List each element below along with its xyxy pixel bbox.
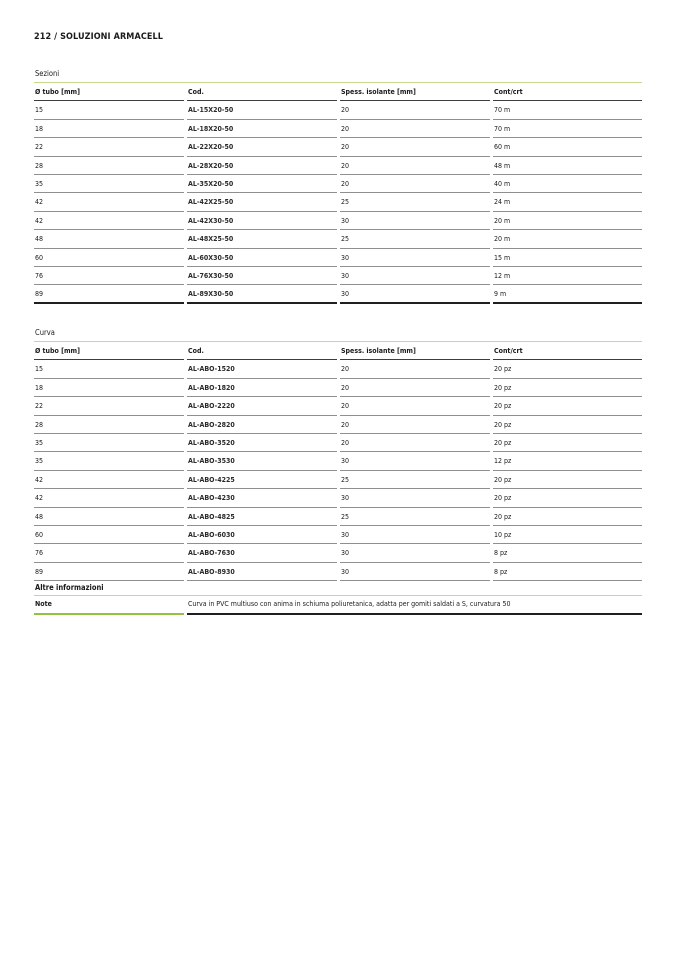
cell-code: AL-76X30-50 bbox=[187, 267, 337, 285]
cell-thickness: 25 bbox=[340, 471, 490, 489]
cell-qty: 60 m bbox=[493, 138, 642, 156]
cell-diameter: 42 bbox=[34, 489, 184, 507]
cell-diameter: 35 bbox=[34, 434, 184, 452]
table-row bbox=[34, 267, 642, 285]
page-header: 212 / SOLUZIONI ARMACELL bbox=[34, 32, 164, 42]
table-header-row bbox=[34, 342, 642, 360]
table-row bbox=[34, 416, 642, 434]
table-row bbox=[34, 138, 642, 156]
table-row bbox=[34, 471, 642, 489]
table-row bbox=[34, 434, 642, 452]
cell-diameter: 35 bbox=[34, 175, 184, 193]
cell-code: AL-15X20-50 bbox=[187, 101, 337, 119]
cell-code: AL-28X20-50 bbox=[187, 157, 337, 175]
cell-code: AL-22X20-50 bbox=[187, 138, 337, 156]
cell-qty: 20 m bbox=[493, 212, 642, 230]
cell-thickness: 30 bbox=[340, 285, 490, 303]
cell-code: AL-ABO-3520 bbox=[187, 434, 337, 452]
column-header-code: Cod. bbox=[187, 83, 337, 101]
sezioni-title: Sezioni bbox=[35, 69, 60, 78]
cell-code: AL-ABO-2220 bbox=[187, 397, 337, 415]
cell-diameter: 76 bbox=[34, 544, 184, 562]
table-row bbox=[34, 120, 642, 138]
table-row bbox=[34, 157, 642, 175]
cell-diameter: 60 bbox=[34, 249, 184, 267]
cell-thickness: 30 bbox=[340, 544, 490, 562]
cell-thickness: 20 bbox=[340, 397, 490, 415]
cell-code: AL-ABO-3530 bbox=[187, 452, 337, 470]
cell-code: AL-42X30-50 bbox=[187, 212, 337, 230]
cell-qty: 40 m bbox=[493, 175, 642, 193]
curva-title: Curva bbox=[35, 328, 55, 337]
cell-code: AL-60X30-50 bbox=[187, 249, 337, 267]
cell-diameter: 28 bbox=[34, 157, 184, 175]
cell-qty: 20 pz bbox=[493, 434, 642, 452]
cell-qty: 8 pz bbox=[493, 563, 642, 581]
curva-table bbox=[34, 327, 642, 615]
cell-diameter: 15 bbox=[34, 360, 184, 378]
cell-code: AL-ABO-8930 bbox=[187, 563, 337, 581]
info-title: Altre informazioni bbox=[35, 583, 104, 593]
cell-thickness: 30 bbox=[340, 212, 490, 230]
cell-diameter: 89 bbox=[34, 285, 184, 303]
note-row bbox=[34, 596, 642, 615]
cell-qty: 20 pz bbox=[493, 360, 642, 378]
cell-thickness: 25 bbox=[340, 230, 490, 248]
cell-diameter: 48 bbox=[34, 230, 184, 248]
cell-code: AL-ABO-7630 bbox=[187, 544, 337, 562]
cell-diameter: 22 bbox=[34, 397, 184, 415]
table-row bbox=[34, 101, 642, 119]
cell-thickness: 25 bbox=[340, 193, 490, 211]
cell-thickness: 25 bbox=[340, 508, 490, 526]
cell-thickness: 20 bbox=[340, 434, 490, 452]
table-header-row bbox=[34, 83, 642, 101]
sezioni-table bbox=[34, 68, 642, 304]
table-row bbox=[34, 285, 642, 303]
cell-thickness: 30 bbox=[340, 452, 490, 470]
cell-code: AL-ABO-6030 bbox=[187, 526, 337, 544]
table-row bbox=[34, 508, 642, 526]
cell-thickness: 30 bbox=[340, 267, 490, 285]
cell-code: AL-48X25-50 bbox=[187, 230, 337, 248]
column-header-diameter: Ø tubo [mm] bbox=[34, 83, 184, 101]
cell-thickness: 20 bbox=[340, 138, 490, 156]
cell-qty: 20 pz bbox=[493, 416, 642, 434]
column-header-qty: Cont/crt bbox=[493, 342, 642, 360]
curva-rows bbox=[34, 360, 642, 581]
cell-thickness: 20 bbox=[340, 175, 490, 193]
cell-qty: 8 pz bbox=[493, 544, 642, 562]
note-text: Curva in PVC multiuso con anima in schiuma poliuretanica, adatta per gomiti saldati a S, curvatura 50 bbox=[187, 596, 642, 615]
table-row bbox=[34, 212, 642, 230]
cell-diameter: 42 bbox=[34, 193, 184, 211]
cell-qty: 70 m bbox=[493, 101, 642, 119]
cell-diameter: 89 bbox=[34, 563, 184, 581]
cell-diameter: 76 bbox=[34, 267, 184, 285]
table-row bbox=[34, 526, 642, 544]
cell-thickness: 20 bbox=[340, 416, 490, 434]
cell-thickness: 20 bbox=[340, 157, 490, 175]
table-row bbox=[34, 489, 642, 507]
cell-qty: 20 m bbox=[493, 230, 642, 248]
cell-code: AL-ABO-1520 bbox=[187, 360, 337, 378]
table-row bbox=[34, 379, 642, 397]
cell-thickness: 20 bbox=[340, 120, 490, 138]
cell-qty: 20 pz bbox=[493, 379, 642, 397]
column-header-thickness: Spess. isolante [mm] bbox=[340, 342, 490, 360]
cell-qty: 12 pz bbox=[493, 452, 642, 470]
cell-thickness: 20 bbox=[340, 360, 490, 378]
cell-diameter: 35 bbox=[34, 452, 184, 470]
cell-thickness: 30 bbox=[340, 526, 490, 544]
cell-diameter: 60 bbox=[34, 526, 184, 544]
cell-qty: 20 pz bbox=[493, 508, 642, 526]
cell-diameter: 18 bbox=[34, 379, 184, 397]
table-row bbox=[34, 249, 642, 267]
cell-thickness: 30 bbox=[340, 249, 490, 267]
cell-qty: 10 pz bbox=[493, 526, 642, 544]
cell-qty: 12 m bbox=[493, 267, 642, 285]
cell-qty: 15 m bbox=[493, 249, 642, 267]
cell-diameter: 18 bbox=[34, 120, 184, 138]
cell-qty: 9 m bbox=[493, 285, 642, 303]
cell-qty: 24 m bbox=[493, 193, 642, 211]
cell-diameter: 42 bbox=[34, 471, 184, 489]
cell-code: AL-42X25-50 bbox=[187, 193, 337, 211]
table-row bbox=[34, 360, 642, 378]
table-row bbox=[34, 175, 642, 193]
cell-qty: 70 m bbox=[493, 120, 642, 138]
table-row bbox=[34, 397, 642, 415]
cell-thickness: 30 bbox=[340, 563, 490, 581]
cell-code: AL-18X20-50 bbox=[187, 120, 337, 138]
cell-qty: 20 pz bbox=[493, 471, 642, 489]
cell-code: AL-ABO-1820 bbox=[187, 379, 337, 397]
cell-code: AL-35X20-50 bbox=[187, 175, 337, 193]
cell-code: AL-ABO-4825 bbox=[187, 508, 337, 526]
cell-diameter: 48 bbox=[34, 508, 184, 526]
cell-code: AL-ABO-4230 bbox=[187, 489, 337, 507]
column-header-code: Cod. bbox=[187, 342, 337, 360]
table-row bbox=[34, 544, 642, 562]
cell-diameter: 15 bbox=[34, 101, 184, 119]
cell-diameter: 42 bbox=[34, 212, 184, 230]
table-row bbox=[34, 563, 642, 581]
sezioni-rows bbox=[34, 101, 642, 303]
cell-diameter: 22 bbox=[34, 138, 184, 156]
cell-code: AL-ABO-4225 bbox=[187, 471, 337, 489]
table-row bbox=[34, 452, 642, 470]
cell-thickness: 20 bbox=[340, 101, 490, 119]
cell-code: AL-89X30-50 bbox=[187, 285, 337, 303]
cell-qty: 20 pz bbox=[493, 489, 642, 507]
cell-diameter: 28 bbox=[34, 416, 184, 434]
note-label: Note bbox=[34, 596, 184, 615]
cell-qty: 20 pz bbox=[493, 397, 642, 415]
table-row bbox=[34, 193, 642, 211]
cell-thickness: 30 bbox=[340, 489, 490, 507]
column-header-qty: Cont/crt bbox=[493, 83, 642, 101]
cell-thickness: 20 bbox=[340, 379, 490, 397]
cell-code: AL-ABO-2820 bbox=[187, 416, 337, 434]
table-row bbox=[34, 230, 642, 248]
cell-qty: 48 m bbox=[493, 157, 642, 175]
column-header-thickness: Spess. isolante [mm] bbox=[340, 83, 490, 101]
column-header-diameter: Ø tubo [mm] bbox=[34, 342, 184, 360]
